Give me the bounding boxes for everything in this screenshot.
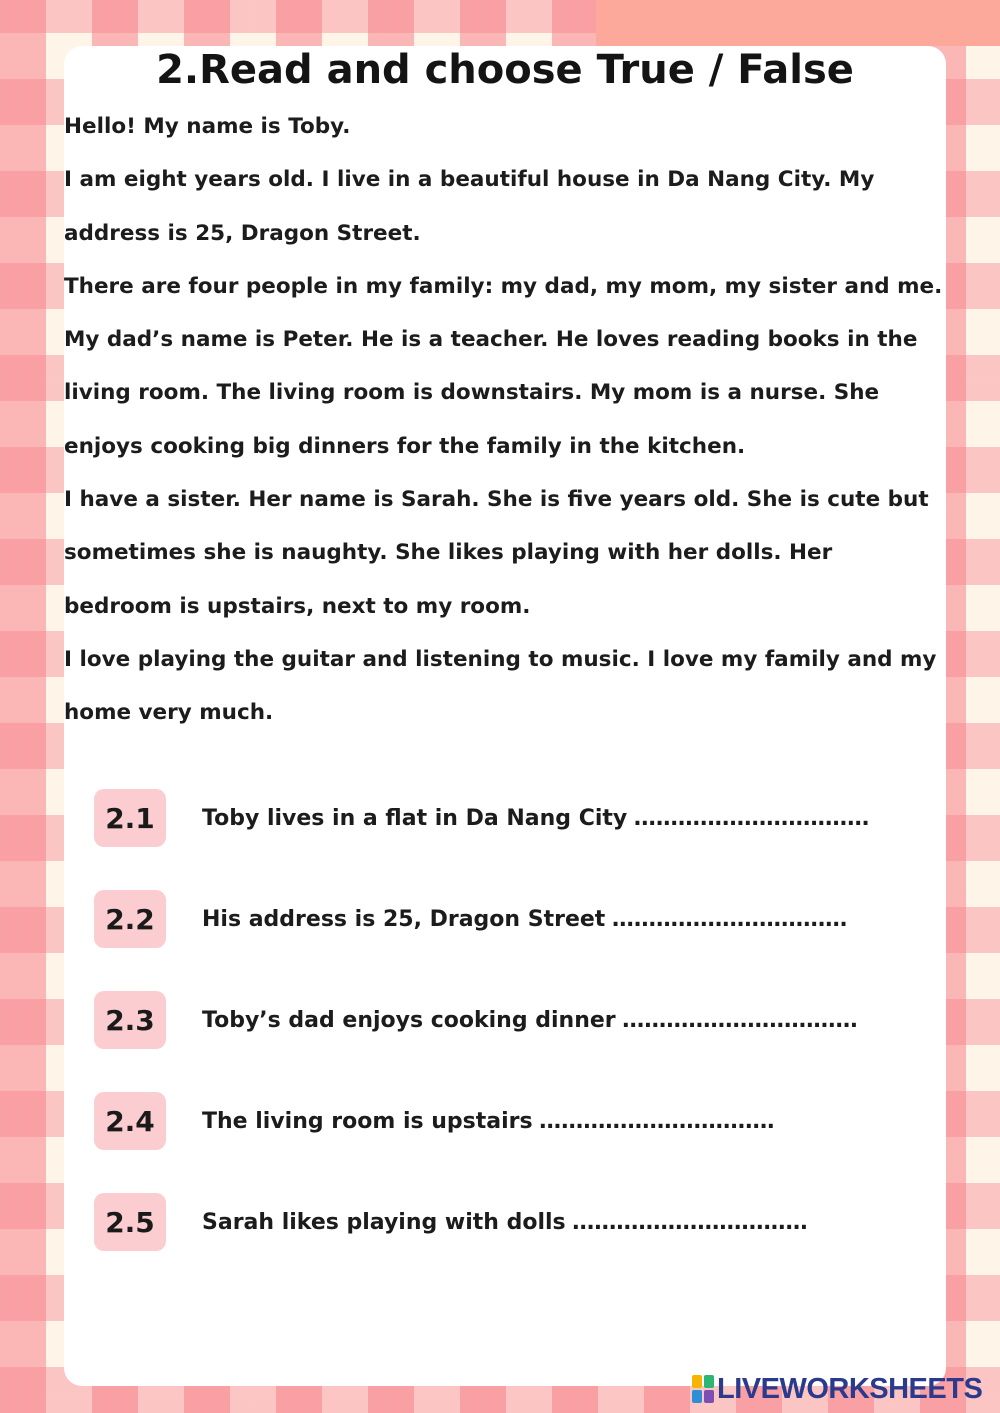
answer-blank[interactable]: ................................ [621,1007,858,1033]
question-list [94,788,944,1293]
passage-paragraph: I love playing the guitar and listening to music. I love my family and my home very much. [64,646,937,726]
question-text: His address is 25, Dragon Street [202,906,606,932]
question-number-badge: 2.2 [94,890,166,948]
answer-blank[interactable]: ................................ [633,805,869,831]
logo-text: LIVEWORKSHEETS [717,1372,983,1405]
passage-paragraph: I have a sister. Her name is Sarah. She is five years old. She is cute but sometimes she is naughty. She likes playing with her dolls. Her bedroom is upstairs, next to my room. [64,487,929,619]
answer-blank[interactable]: ................................ [611,906,847,932]
reading-passage [64,100,944,740]
question-number-badge: 2.3 [94,991,166,1049]
answer-blank[interactable]: ................................ [538,1108,775,1134]
worksheet-title: 2.Read and choose True / False [156,47,854,93]
question-text: The living room is upstairs [202,1108,533,1134]
question-text: Toby’s dad enjoys cooking dinner [202,1007,616,1033]
question-item [94,1192,944,1252]
passage-paragraph: Hello! My name is Toby. [64,114,351,139]
question-item [94,990,944,1050]
answer-blank[interactable]: ................................ [571,1209,808,1235]
top-decor-band [596,0,1000,46]
passage-paragraph: There are four people in my family: my dad, my mom, my sister and me. My dad’s name is Peter. He is a teacher. He loves reading books in the living room. The living room is downstairs. My mom is a nurse. She enjoys cooking big dinners for the family in the kitchen. [64,273,943,459]
liveworksheets-logo[interactable] [692,1372,982,1406]
question-item [94,788,944,848]
question-item [94,1091,944,1151]
question-number-badge: 2.4 [94,1092,166,1150]
question-text: Toby lives in a flat in Da Nang City [202,805,628,831]
question-number-badge: 2.1 [94,789,166,847]
question-item [94,889,944,949]
question-text: Sarah likes playing with dolls [202,1209,566,1235]
passage-paragraph: I am eight years old. I live in a beautiful house in Da Nang City. My address is 25, Dragon Street. [64,167,875,246]
question-number-badge: 2.5 [94,1193,166,1251]
liveworksheets-logo-icon [692,1375,714,1403]
